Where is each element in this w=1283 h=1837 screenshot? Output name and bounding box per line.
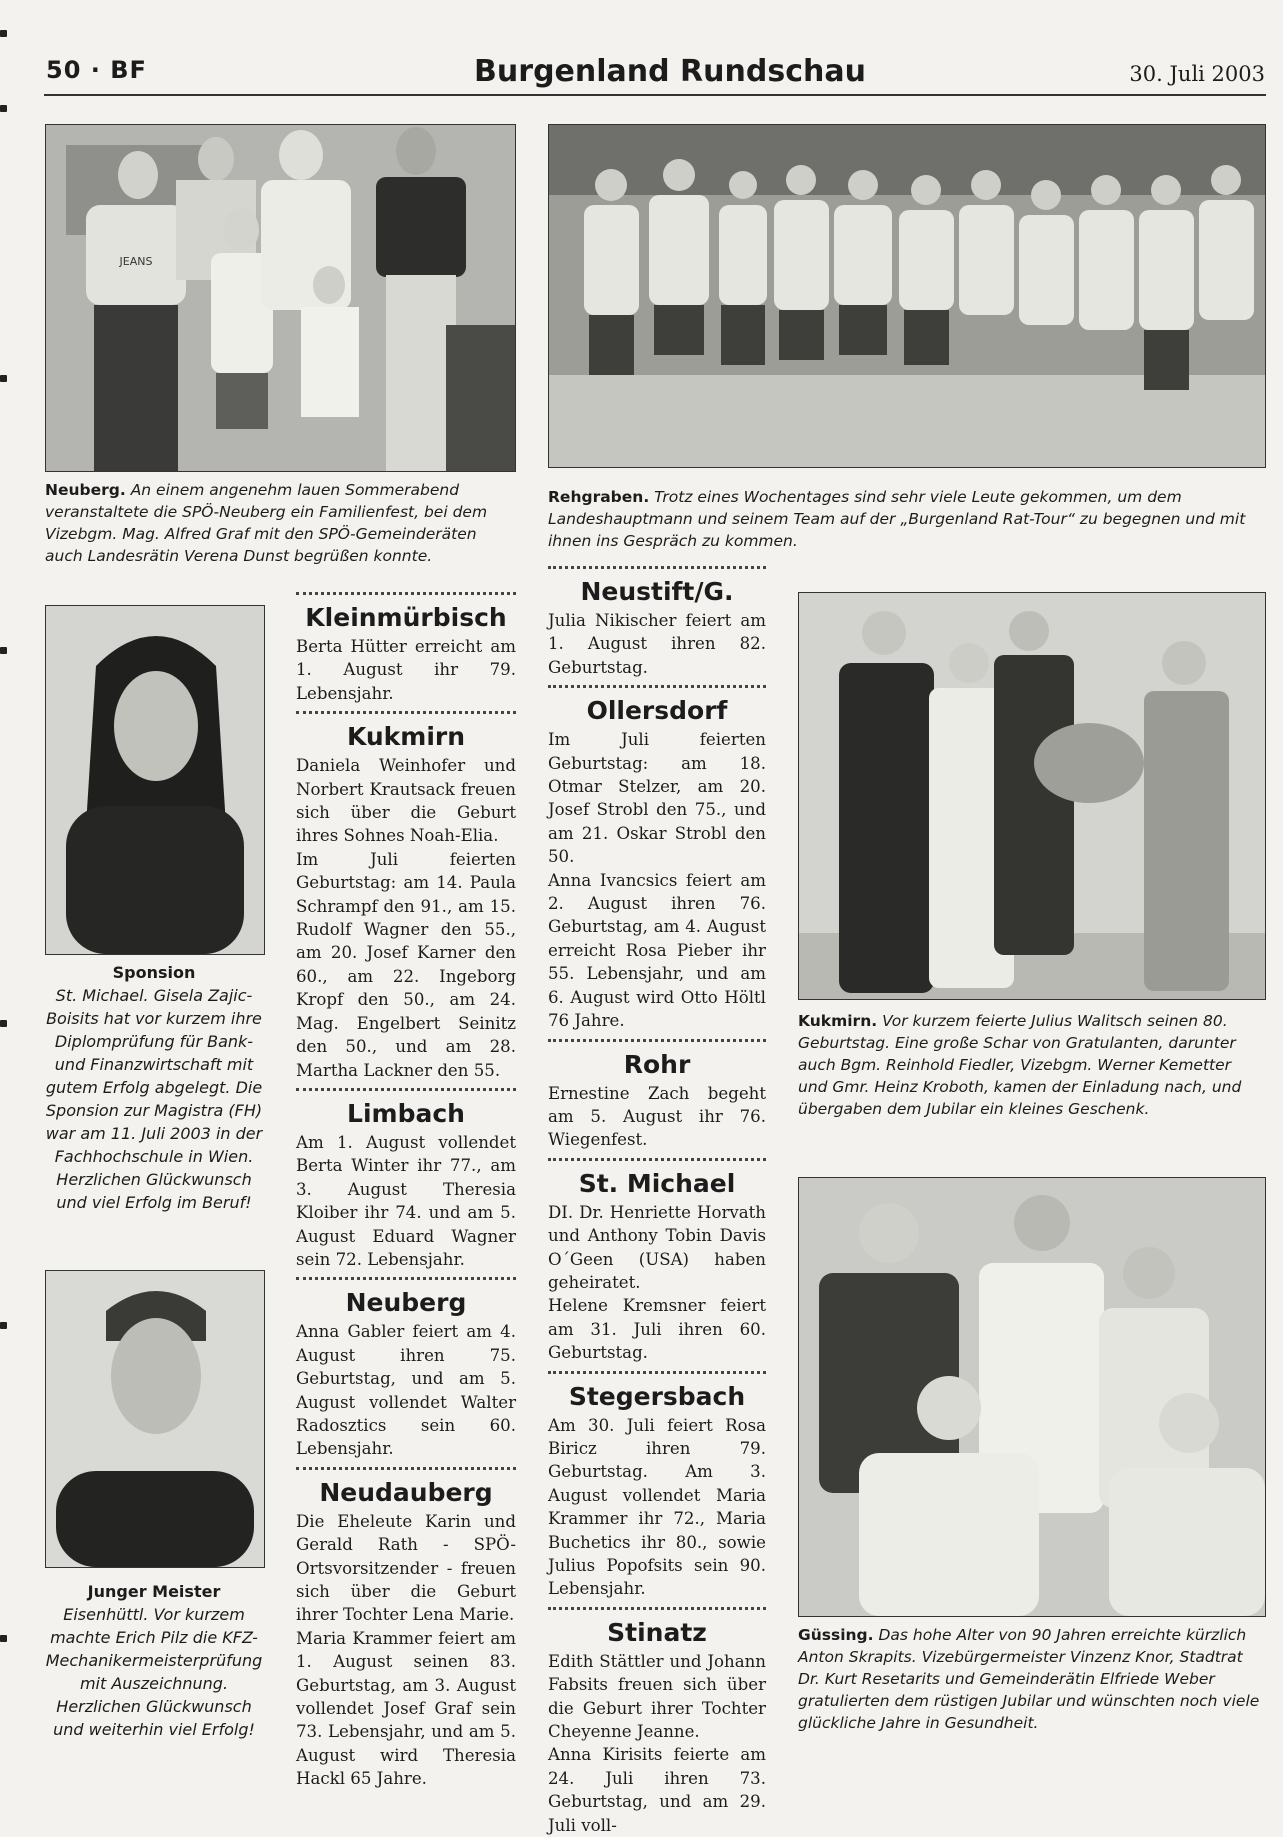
notice-neuberg: [296, 1277, 516, 1460]
sponsion-portrait-photo: [45, 605, 265, 955]
notice-text: Anna Ivancsics feiert am 2. August ihren 76. Geburtstag, am 4. August erreicht Rosa Pieber ihr 55. Lebensjahr, und am 6. August wird Otto Höltl 76 Jahre.: [548, 870, 766, 1031]
notice-text: Am 1. August vollendet Berta Winter ihr 77., am 3. August Theresia Kloiber ihr 74. und am 5. August Eduard Wagner sein 72. Lebensjahr.: [296, 1132, 516, 1269]
notices-column-2: [548, 566, 766, 1837]
notice-text: Maria Krammer feiert am 1. August seinen 83. Geburtstag, am 3. August vollendet Josef Graf sein 73. Lebensjahr, und am 5. August wird Theresia Hackl 65 Jahre.: [296, 1628, 516, 1789]
rehgraben-caption: [548, 486, 1264, 552]
notice-neudauberg: [296, 1467, 516, 1791]
notice-heading: Rohr: [548, 1039, 766, 1080]
notices-column-1: [296, 592, 516, 1791]
caption-place: Kukmirn.: [798, 1012, 878, 1030]
notice-kleinmuerbisch: [296, 592, 516, 705]
notice-st-michael: [548, 1158, 766, 1365]
page-number: 50 · BF: [46, 56, 147, 84]
rehgraben-group-photo: [548, 124, 1266, 468]
notice-text: Helene Kremsner feiert am 31. Juli ihren 60. Geburtstag.: [548, 1296, 766, 1363]
margin-mark: [0, 647, 7, 654]
neuberg-family-photo: [45, 124, 516, 472]
meister-notice: [45, 1580, 263, 1741]
margin-mark: [0, 1020, 7, 1027]
notice-text: Julia Nikischer feiert am 1. August ihren 82. Geburtstag.: [548, 611, 766, 677]
margin-mark: [0, 375, 7, 382]
margin-mark: [0, 30, 7, 37]
margin-mark: [0, 105, 7, 112]
meister-portrait-photo: [45, 1270, 265, 1568]
sponsion-heading: Sponsion: [112, 963, 196, 982]
notice-stinatz: [548, 1607, 766, 1837]
notice-text: Die Eheleute Karin und Gerald Rath - SPÖ-Ortsvorsitzender - freuen sich über die Geburt ihrer Tochter Lena Marie.: [296, 1511, 516, 1625]
notice-neustift: [548, 566, 766, 679]
notice-text: Im Juli feierten Geburtstag: am 14. Paula Schrampf den 91., am 15. Rudolf Wagner den 55., am 20. Josef Karner den 60., am 22. Ingeborg Kropf den 50., am 24. Mag. Engelbert Seinitz den 50., und am 28. Martha Lackner den 55.: [296, 849, 516, 1080]
caption-text: An einem angenehm lauen Sommerabend veranstaltete die SPÖ-Neuberg ein Familienfest, bei dem Vizebgm. Mag. Alfred Graf mit den SPÖ-Gemeinderäten auch Landesrätin Verena Dunst begrüßen konnte.: [45, 481, 488, 565]
newspaper-title: Burgenland Rundschau: [474, 54, 866, 89]
caption-text: Das hohe Alter von 90 Jahren erreichte kürzlich Anton Skrapits. Vizebürgermeister Vinzenz Knor, Stadtrat Dr. Kurt Resetarits und Gemeinderätin Elfriede Weber gratulierten dem rüstigen Jubilar und wünschten noch viele glückliche Jahre in Gesundheit.: [798, 1626, 1260, 1732]
notice-heading: Neudauberg: [296, 1467, 516, 1508]
caption-place: Güssing.: [798, 1626, 874, 1644]
notice-heading: Stinatz: [548, 1607, 766, 1648]
sponsion-text: St. Michael. Gisela Zajic-Boisits hat vor kurzem ihre Diplomprüfung für Bank- und Finanzwirtschaft mit gutem Erfolg abgelegt. Die Sponsion zur Magistra (FH) war am 11. Juli 2003 in der Fachhochschule in Wien. Herzlichen Glückwunsch und viel Erfolg im Beruf!: [45, 986, 263, 1212]
guessing-caption: [798, 1624, 1264, 1734]
notice-heading: Neustift/G.: [548, 566, 766, 607]
notice-heading: St. Michael: [548, 1158, 766, 1199]
kukmirn-caption: [798, 1010, 1264, 1120]
notice-text: Am 30. Juli feiert Rosa Biricz ihren 79. Geburtstag. Am 3. August vollendet Maria Krammer ihr 72., Maria Buchetics ihr 80., sowie Julius Popofsits sein 90. Lebensjahr.: [548, 1415, 766, 1599]
caption-place: Rehgraben.: [548, 488, 650, 506]
notice-heading: Ollersdorf: [548, 685, 766, 726]
meister-heading: Junger Meister: [87, 1582, 221, 1601]
notice-text: Berta Hütter erreicht am 1. August ihr 79. Lebensjahr.: [296, 637, 516, 703]
notice-kukmirn: [296, 711, 516, 1082]
notice-heading: Stegersbach: [548, 1371, 766, 1412]
meister-text: Eisenhüttl. Vor kurzem machte Erich Pilz die KFZ-Mechanikermeisterprüfung mit Auszeichnung. Herzlichen Glückwunsch und weiterhin viel Erfolg!: [45, 1605, 263, 1739]
caption-text: Vor kurzem feierte Julius Walitsch seinen 80. Geburtstag. Eine große Schar von Gratulanten, darunter auch Bgm. Reinhold Fiedler, Vizebgm. Werner Kemetter und Gmr. Heinz Kroboth, kamen der Einladung nach, und übergaben dem Jubilar ein kleines Geschenk.: [798, 1012, 1242, 1118]
issue-date: 30. Juli 2003: [1129, 62, 1265, 86]
notice-ollersdorf: [548, 685, 766, 1032]
kukmirn-birthday-photo: [798, 592, 1266, 1000]
notice-heading: Kleinmürbisch: [296, 592, 516, 633]
notice-text: Daniela Weinhofer und Norbert Krautsack freuen sich über die Geburt ihres Sohnes Noah-Elia.: [296, 756, 516, 846]
shirt-text: JEANS: [119, 255, 153, 268]
caption-text: Trotz eines Wochentages sind sehr viele Leute gekommen, um dem Landeshauptmann und seinem Team auf der „Burgenland Rat-Tour“ zu begegnen und mit ihnen ins Gespräch zu kommen.: [548, 488, 1246, 550]
notice-text: Ernestine Zach begeht am 5. August ihr 76. Wiegenfest.: [548, 1083, 766, 1150]
caption-place: Neuberg.: [45, 481, 126, 499]
notice-text: Edith Stättler und Johann Fabsits freuen sich über die Geburt ihrer Tochter Cheyenne Jeanne.: [548, 1651, 766, 1742]
notice-heading: Limbach: [296, 1088, 516, 1129]
notice-heading: Kukmirn: [296, 711, 516, 752]
notice-text: Im Juli feierten Geburtstag: am 18. Otmar Stelzer, am 20. Josef Strobl den 75., und am 21. Oskar Strobl den 50.: [548, 730, 766, 867]
neuberg-caption: [45, 479, 514, 567]
margin-mark: [0, 1635, 7, 1642]
notice-text: Anna Kirisits feierte am 24. Juli ihren 73. Geburtstag, und am 29. Juli voll-: [548, 1745, 766, 1835]
header-rule: [44, 94, 1266, 96]
notice-text: Anna Gabler feiert am 4. August ihren 75. Geburtstag, und am 5. August vollendet Walter Radosztics sein 60. Lebensjahr.: [296, 1322, 516, 1459]
notice-text: DI. Dr. Henriette Horvath und Anthony Tobin Davis O´Geen (USA) haben geheiratet.: [548, 1202, 766, 1292]
guessing-birthday-photo: [798, 1177, 1266, 1617]
sponsion-notice: [45, 961, 263, 1214]
margin-mark: [0, 1322, 7, 1329]
notice-rohr: [548, 1039, 766, 1152]
notice-stegersbach: [548, 1371, 766, 1601]
notice-limbach: [296, 1088, 516, 1271]
notice-heading: Neuberg: [296, 1277, 516, 1318]
